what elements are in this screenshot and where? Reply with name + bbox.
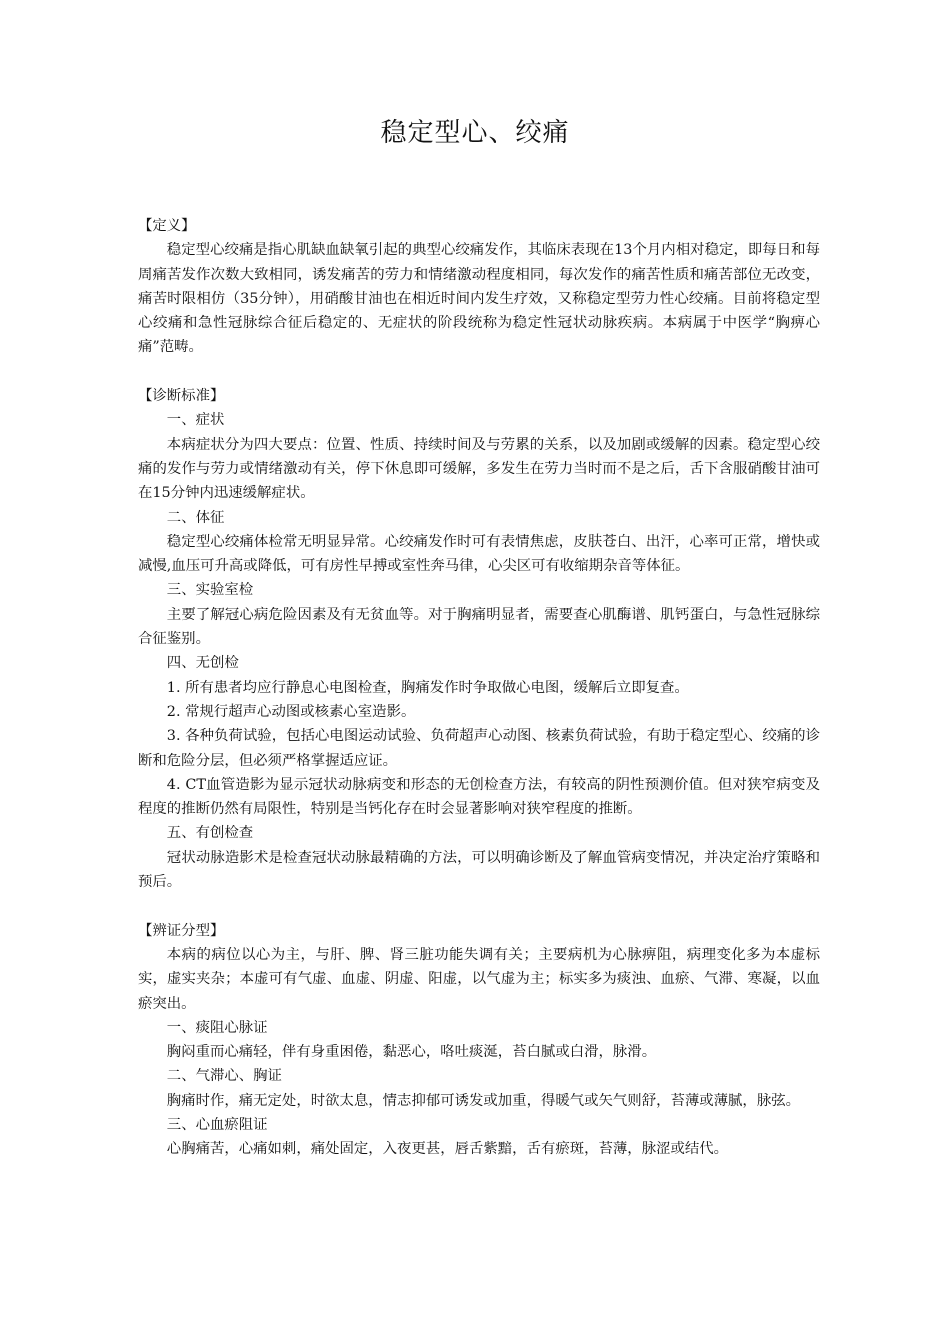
invasive-label: 五、有创检查 xyxy=(166,825,254,842)
diagnosis-item-label: 二、体征 xyxy=(166,509,225,526)
syndrome-type-label: 二、气滞心、胸证 xyxy=(166,1068,282,1085)
noninvasive-label: 四、无创检 xyxy=(166,655,239,672)
syndrome-type-text: 胸闷重而心痛轻，伴有身重困倦，黏恶心，咯吐痰涎，苔白腻或白滑，脉滑。 xyxy=(166,1044,657,1061)
page-title: 稳定型心、绞痛 xyxy=(380,118,570,148)
document-body xyxy=(138,214,820,1162)
spacer xyxy=(138,360,820,384)
spacer xyxy=(138,894,820,918)
syndrome-type-label: 一、痰阻心脉证 xyxy=(166,1019,268,1036)
syndrome-type-text: 心胸痛苦，心痛如刺，痛处固定，入夜更甚，唇舌紫黯，舌有瘀斑，苔薄，脉涩或结代。 xyxy=(166,1141,729,1158)
syndrome-type-label: 三、心血瘀阻证 xyxy=(166,1116,268,1133)
noninvasive-point: 1. 所有患者均应行静息心电图检查，胸痛发作时争取做心电图，缓解后立即复查。 xyxy=(166,679,689,696)
syndrome-heading: 【辨证分型】 xyxy=(138,922,225,939)
diagnosis-item-label: 一、症状 xyxy=(166,412,225,429)
noninvasive-point: 2. 常规行超声心动图或核素心室造影。 xyxy=(166,703,416,720)
invasive-text: 冠状动脉造影术是检查冠状动脉最精确的方法，可以明确诊断及了解血管病变情况，并决定治疗策略和预后。 xyxy=(138,849,820,891)
diagnosis-item-text: 本病症状分为四大要点：位置、性质、持续时间及与劳累的关系，以及加剧或缓解的因素。稳定型心绞痛的发作与劳力或情绪激动有关，停下休息即可缓解，多发生在劳力当时而不是之后，舌下含服硝酸甘油可在15分钟内迅速缓解症状。 xyxy=(138,436,820,502)
noninvasive-point: 3. 各种负荷试验，包括心电图运动试验、负荷超声心动图、核素负荷试验，有助于稳定型心、绞痛的诊断和危险分层，但必须严格掌握适应证。 xyxy=(138,728,820,769)
syndrome-intro: 本病的病位以心为主，与肝、脾、肾三脏功能失调有关；主要病机为心脉痹阻，病理变化多为本虚标实，虚实夹杂；本虚可有气虚、血虚、阴虚、阳虚，以气虚为主；标实多为痰浊、血瘀、气滞、寒凝，以血瘀突出。 xyxy=(138,946,820,1012)
noninvasive-point: 4. CT血管造影为显示冠状动脉病变和形态的无创检查方法，有较高的阴性预测价值。但对狭窄病变及程度的推断仍然有局限性，特别是当钙化存在时会显著影响对狭窄程度的推断。 xyxy=(138,776,820,818)
diagnosis-heading: 【诊断标准】 xyxy=(138,388,225,405)
diagnosis-item-text: 主要了解冠心病危险因素及有无贫血等。对于胸痛明显者，需要查心肌酶谱、肌钙蛋白，与急性冠脉综合征鉴别。 xyxy=(138,606,820,648)
diagnosis-item-text: 稳定型心绞痛体检常无明显异常。心绞痛发作时可有表情焦虑，皮肤苍白、出汗，心率可正常，增快或减慢,血压可升高或降低，可有房性早搏或室性奔马律，心尖区可有收缩期杂音等体征。 xyxy=(138,533,820,575)
definition-text: 稳定型心绞痛是指心肌缺血缺氧引起的典型心绞痛发作，其临床表现在13个月内相对稳定，即每日和每周痛苦发作次数大致相同，诱发痛苦的劳力和情绪激动程度相同，每次发作的痛苦性质和痛苦部位无改变，痛苦时限相仿（35分钟），用硝酸甘油也在相近时间内发生疗效，又称稳定型劳力性心绞痛。目前将稳定型心绞痛和急性冠脉综合征后稳定的、无症状的阶段统称为稳定性冠状动脉疾病。本病属于中医学“胸痹心痛”范畴。 xyxy=(138,242,820,356)
diagnosis-item-label: 三、实验室检 xyxy=(166,582,254,599)
definition-heading: 【定义】 xyxy=(138,218,196,234)
syndrome-type-text: 胸痛时作，痛无定处，时欲太息，情志抑郁可诱发或加重，得暖气或矢气则舒，苔薄或薄腻，脉弦。 xyxy=(166,1092,800,1109)
